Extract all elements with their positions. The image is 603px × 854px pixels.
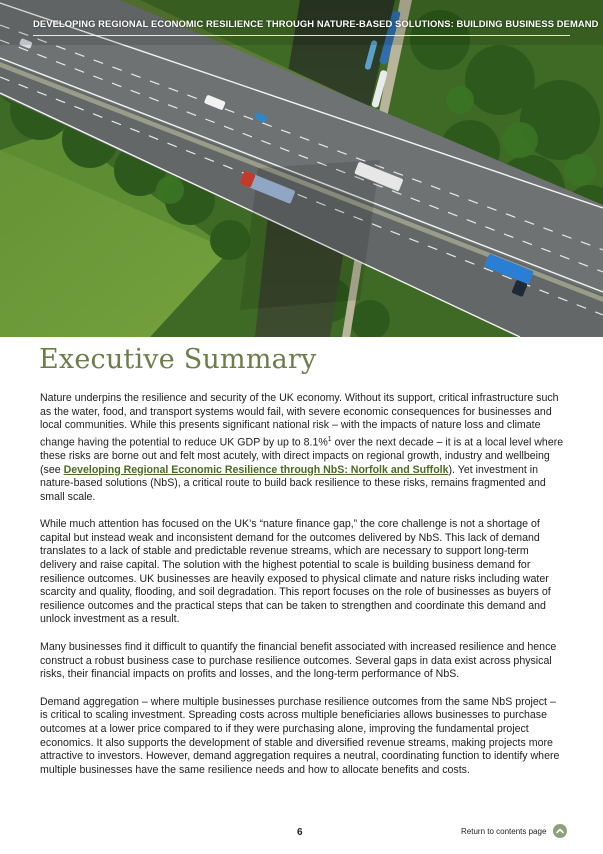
chevron-up-icon xyxy=(553,824,567,838)
return-to-contents-button[interactable] xyxy=(553,824,567,838)
header-divider xyxy=(33,35,570,36)
paragraph-4: Demand aggregation – where multiple businesses purchase resilience outcomes from the same NbS project – is critical to scaling investment. Spreading costs across multiple beneficiaries allows businesses to purchase outcomes at a lower price compared to if they were purchasing alone, improving the fundamental project economics. It also supports the development of stable and diversified revenue streams, making projects more attractive to investors. However, demand aggregation requires a neutral, coordinating function to identify where multiple businesses have the same resilience needs and how to allocate benefits and costs. xyxy=(40,695,560,776)
paragraph-1-text-b: over the next decade – it is at a local level where these risks are borne out and felt most acutely, with direct impacts on regional growth, industry and wellbeing (see xyxy=(40,436,564,476)
return-to-contents-link[interactable]: Return to contents page xyxy=(461,827,547,836)
page-number: 6 xyxy=(297,827,303,838)
running-header-title: DEVELOPING REGIONAL ECONOMIC RESILIENCE THROUGH NATURE-BASED SOLUTIONS: BUILDING BUSINESS DEMAND xyxy=(33,18,599,29)
section-title: Executive Summary xyxy=(39,344,317,375)
norfolk-suffolk-report-link[interactable]: Developing Regional Economic Resilience through NbS: Norfolk and Suffolk xyxy=(63,463,449,476)
paragraph-1 xyxy=(40,392,566,504)
paragraph-1-text-c: ). Yet investment in nature-based solutions (NbS), a critical route to build back resilience to these risks, remains fragmented and small scale. xyxy=(40,463,546,503)
aerial-motorway-illustration xyxy=(0,0,603,337)
body-text xyxy=(40,392,566,791)
footnote-marker[interactable]: 1 xyxy=(327,435,332,443)
paragraph-1-text-a: Nature underpins the resilience and security of the UK economy. Without its support, critical infrastructure such as the water, food, and transport systems would fail, with severe economic consequences for businesses and local communities. While this presents significant national risk – with the impacts of nature loss and climate change having the potential to reduce UK GDP by up to 8.1% xyxy=(40,392,559,449)
paragraph-3: Many businesses find it difficult to quantify the financial benefit associated with increased resilience and hence construct a robust business case to purchase resilience outcomes. Several gaps in data exist across physical risks, their financial impacts on profits and losses, and the long-term performance of NbS. xyxy=(40,641,557,681)
hero-image xyxy=(0,0,603,337)
paragraph-2: While much attention has focused on the UK’s “nature finance gap,” the core challenge is not a shortage of capital but instead weak and inconsistent demand for the outcomes delivered by NbS. This lack of demand translates to a lack of stable and predictable revenue streams, which are necessary to support long-term delivery and raise capital. The solution with the highest potential to scale is building business demand for resilience outcomes. UK businesses are heavily exposed to physical climate and nature risks including water scarcity and quality, flooding, and soil degradation. This report focuses on the role of businesses as buyers of resilience outcomes and the practical steps that can be taken to strengthen and coordinate this demand and unlock investment as a result. xyxy=(40,518,551,626)
